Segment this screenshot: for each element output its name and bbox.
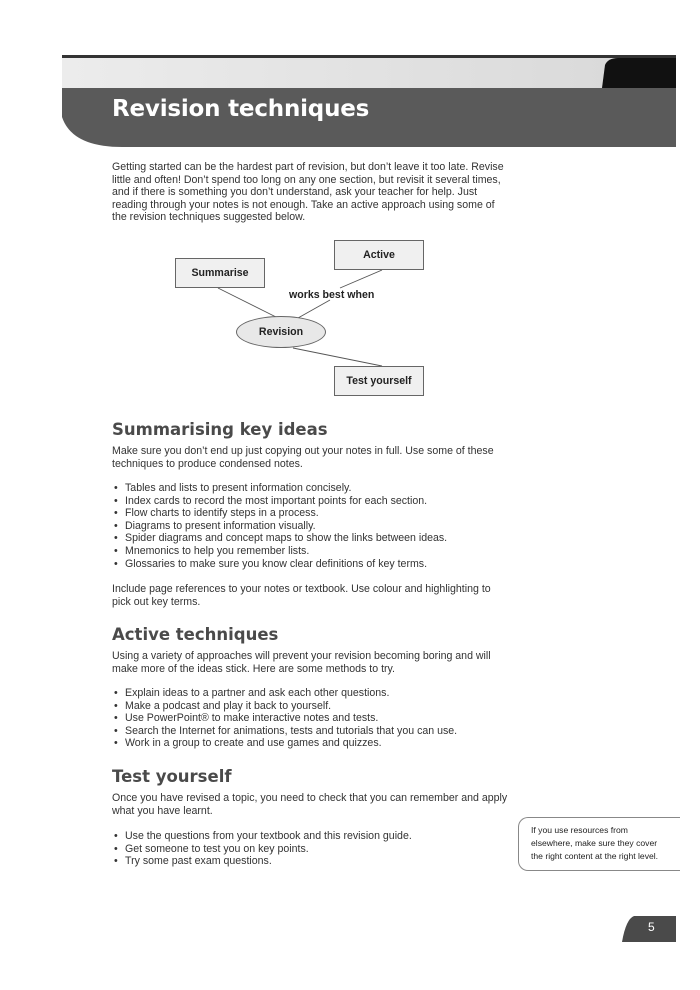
active-list bbox=[112, 687, 512, 750]
test-intro: Once you have revised a topic, you need to check that you can remember and apply what you have learnt. bbox=[112, 792, 508, 817]
link-label-works-best-when: works best when bbox=[289, 289, 375, 301]
revision-diagram bbox=[160, 235, 460, 405]
connector-active bbox=[340, 270, 382, 288]
connector-works-best bbox=[298, 300, 330, 318]
intro-paragraph: Getting started can be the hardest part of revision, but don’t leave it too late. Revise little and often! Don’t spend too long on any one section, but revisit it several times, and if there is something you don’t understand, ask your teacher for help. Just reading through your notes is not enough. Take an active approach using some of the revision techniques suggested below. bbox=[112, 161, 504, 224]
list-item: • Make a podcast and play it back to yourself. bbox=[112, 700, 512, 713]
page-number: 5 bbox=[648, 920, 655, 934]
section-title-summarising: Summarising key ideas bbox=[112, 420, 328, 439]
list-item: • Spider diagrams and concept maps to show the links between ideas. bbox=[112, 532, 512, 545]
page-title: Revision techniques bbox=[112, 96, 370, 122]
list-item: • Explain ideas to a partner and ask each other questions. bbox=[112, 687, 512, 700]
tip-text: If you use resources from elsewhere, make sure they cover the right content at the right level. bbox=[531, 825, 659, 861]
list-item: • Glossaries to make sure you know clear definitions of key terms. bbox=[112, 558, 512, 571]
node-test-yourself: Test yourself bbox=[334, 366, 424, 396]
list-item: • Use PowerPoint® to make interactive notes and tests. bbox=[112, 712, 512, 725]
summarising-outro: Include page references to your notes or textbook. Use colour and highlighting to pick out key terms. bbox=[112, 583, 491, 608]
connector-test bbox=[293, 348, 382, 366]
test-list bbox=[112, 830, 512, 868]
list-item: • Index cards to record the most important points for each section. bbox=[112, 495, 512, 508]
section-title-active: Active techniques bbox=[112, 625, 279, 644]
list-item: • Get someone to test you on key points. bbox=[112, 843, 512, 856]
list-item: • Try some past exam questions. bbox=[112, 855, 512, 868]
active-intro: Using a variety of approaches will prevent your revision becoming boring and will make more of the ideas stick. Here are some methods to try. bbox=[112, 650, 491, 675]
header-tab-graphic bbox=[602, 58, 676, 88]
list-item: • Search the Internet for animations, tests and tutorials that you can use. bbox=[112, 725, 512, 738]
list-item: • Flow charts to identify steps in a process. bbox=[112, 507, 512, 520]
connector-summarise bbox=[218, 288, 280, 319]
node-active: Active bbox=[334, 240, 424, 270]
summarising-list bbox=[112, 482, 512, 570]
list-item: • Mnemonics to help you remember lists. bbox=[112, 545, 512, 558]
list-item: • Work in a group to create and use games and quizzes. bbox=[112, 737, 512, 750]
list-item: • Tables and lists to present information concisely. bbox=[112, 482, 512, 495]
summarising-intro: Make sure you don’t end up just copying out your notes in full. Use some of these techniques to produce condensed notes. bbox=[112, 445, 494, 470]
section-title-test: Test yourself bbox=[112, 767, 232, 786]
node-revision: Revision bbox=[236, 316, 326, 348]
node-summarise: Summarise bbox=[175, 258, 265, 288]
list-item: • Diagrams to present information visually. bbox=[112, 520, 512, 533]
list-item: • Use the questions from your textbook and this revision guide. bbox=[112, 830, 512, 843]
